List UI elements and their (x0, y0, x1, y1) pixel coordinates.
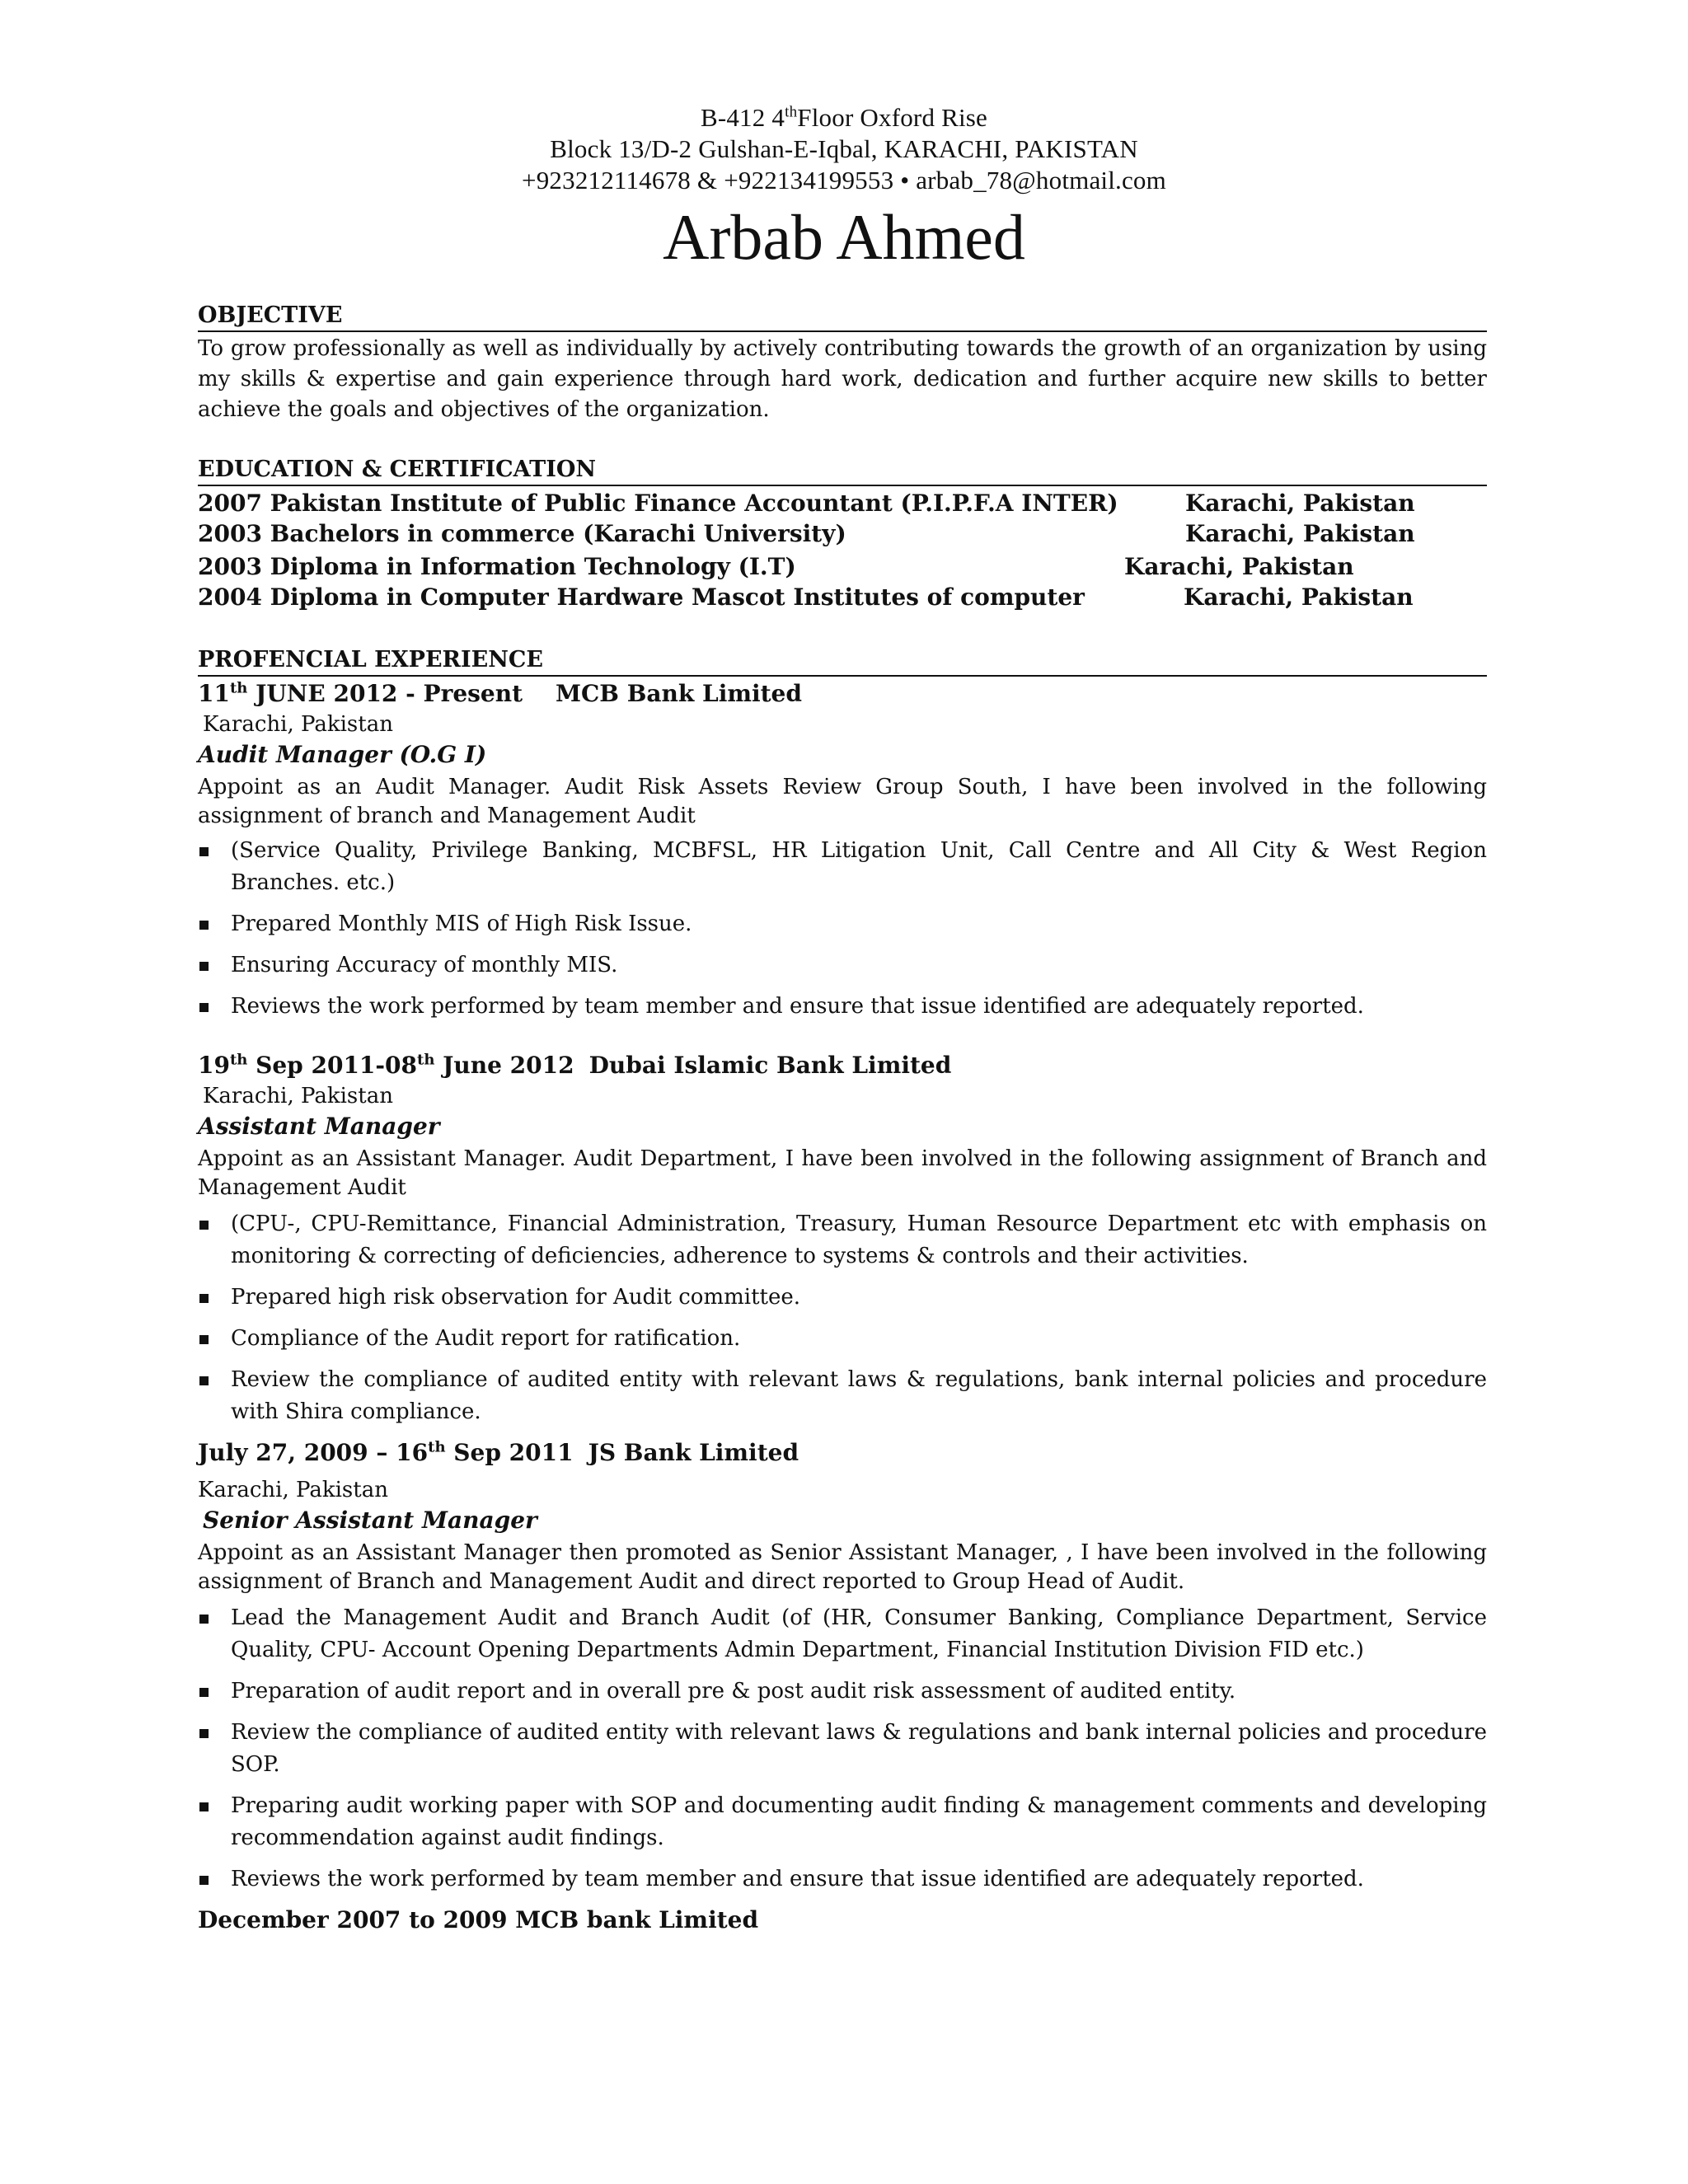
bullet-item: (CPU-, CPU-Remittance, Financial Administration, Treasury, Human Resource Department etc with emphasis on monitoring & correcting of deficiencies, adherence to systems & controls and their activities. (198, 1208, 1487, 1272)
job-bullets (198, 835, 1487, 1023)
education-row (198, 518, 1487, 549)
bullet-item: (Service Quality, Privilege Banking, MCBFSL, HR Litigation Unit, Call Centre and All City & West Region Branches. etc.) (198, 835, 1487, 899)
education-row (198, 488, 1487, 518)
bullet-item: Reviews the work performed by team member and ensure that issue identified are adequately reported. (198, 1863, 1487, 1896)
education-degree: 2007 Pakistan Institute of Public Finance Accountant (P.I.P.F.A INTER) (198, 490, 1118, 517)
job-mcb-current (198, 678, 1487, 1023)
objective-text: To grow professionally as well as individually by actively contributing towards the growth of an organization by using my skills & expertise and gain experience through hard work, dedication and further acquire new skills to better achieve the goals and objectives of the organization. (198, 336, 1487, 422)
job-bullets (198, 1208, 1487, 1428)
education-row (198, 551, 1487, 582)
bullet-item: Compliance of the Audit report for ratification. (198, 1323, 1487, 1355)
job-heading: July 27, 2009 – 16th Sep 2011 JS Bank Limited (198, 1438, 799, 1466)
job-summary: Appoint as an Assistant Manager then promoted as Senior Assistant Manager, , I have been involved in the following assignment of Branch and Management Audit and direct reported to Group Head of Audit. (198, 1540, 1487, 1594)
bullet-item: Review the compliance of audited entity with relevant laws & regulations and bank internal policies and procedure SOP. (198, 1717, 1487, 1781)
job-js-bank (198, 1437, 1487, 1896)
job-heading: 11th JUNE 2012 - Present MCB Bank Limited (198, 679, 802, 707)
contact-line: +923212114678 & +922134199553 • arbab_78@hotmail.com (522, 166, 1166, 194)
bullet-item: Review the compliance of audited entity with relevant laws & regulations, bank internal policies and procedure with Shira compliance. (198, 1364, 1487, 1428)
job-heading: 19th Sep 2011-08th June 2012 Dubai Islamic Bank Limited (198, 1051, 952, 1079)
education-location: Karachi, Pakistan (1124, 553, 1354, 580)
education-location: Karachi, Pakistan (1185, 490, 1415, 517)
company-name: JS Bank Limited (588, 1439, 799, 1466)
experience-section (198, 646, 1487, 1936)
address-line-2: Block 13/D-2 Gulshan-E-Iqbal, KARACHI, PAKISTAN (550, 134, 1138, 163)
job-location: Karachi, Pakistan (198, 1478, 388, 1502)
job-bullets (198, 1602, 1487, 1896)
job-role: Senior Assistant Manager (203, 1507, 537, 1534)
bullet-item: Ensuring Accuracy of monthly MIS. (198, 949, 1487, 982)
job-dubai-islamic (198, 1050, 1487, 1428)
candidate-name: Arbab Ahmed (663, 201, 1025, 273)
education-title: EDUCATION & CERTIFICATION (198, 456, 1487, 486)
job-role: Audit Manager (O.G I) (198, 741, 487, 768)
resume-header (0, 102, 1688, 277)
objective-section (198, 302, 1487, 425)
job-mcb-earlier-heading: December 2007 to 2009 MCB bank Limited (198, 1906, 759, 1933)
experience-title: PROFENCIAL EXPERIENCE (198, 646, 1487, 677)
bullet-item: Prepared Monthly MIS of High Risk Issue. (198, 908, 1487, 940)
job-role: Assistant Manager (198, 1113, 440, 1140)
company-name: Dubai Islamic Bank Limited (588, 1052, 952, 1079)
bullet-item: Prepared high risk observation for Audit committee. (198, 1282, 1487, 1314)
bullet-item: Preparing audit working paper with SOP and documenting audit finding & management comments and developing recommendation against audit findings. (198, 1790, 1487, 1854)
objective-title: OBJECTIVE (198, 302, 1487, 332)
education-degree: 2003 Diploma in Information Technology (I.T) (198, 553, 796, 580)
bullet-item: Reviews the work performed by team member and ensure that issue identified are adequately reported. (198, 991, 1487, 1023)
job-location: Karachi, Pakistan (203, 712, 393, 737)
education-section (198, 456, 1487, 612)
job-summary: Appoint as an Assistant Manager. Audit Department, I have been involved in the following assignment of Branch and Management Audit (198, 1146, 1487, 1200)
education-location: Karachi, Pakistan (1185, 520, 1415, 547)
education-degree: 2004 Diploma in Computer Hardware Mascot Institutes of computer (198, 583, 1085, 611)
education-location: Karachi, Pakistan (1184, 583, 1414, 611)
job-summary: Appoint as an Audit Manager. Audit Risk Assets Review Group South, I have been involved in the following assignment of branch and Management Audit (198, 775, 1487, 828)
education-row (198, 582, 1487, 612)
bullet-item: Lead the Management Audit and Branch Audit (of (HR, Consumer Banking, Compliance Department, Service Quality, CPU- Account Opening Departments Admin Department, Financial Institution Division FID etc.) (198, 1602, 1487, 1666)
job-location: Karachi, Pakistan (203, 1084, 393, 1108)
education-degree: 2003 Bachelors in commerce (Karachi University) (198, 520, 846, 547)
company-name: MCB Bank Limited (556, 680, 802, 707)
bullet-item: Preparation of audit report and in overall pre & post audit risk assessment of audited entity. (198, 1675, 1487, 1708)
address-line-1: B-412 4thFloor Oxford Rise (700, 103, 988, 132)
